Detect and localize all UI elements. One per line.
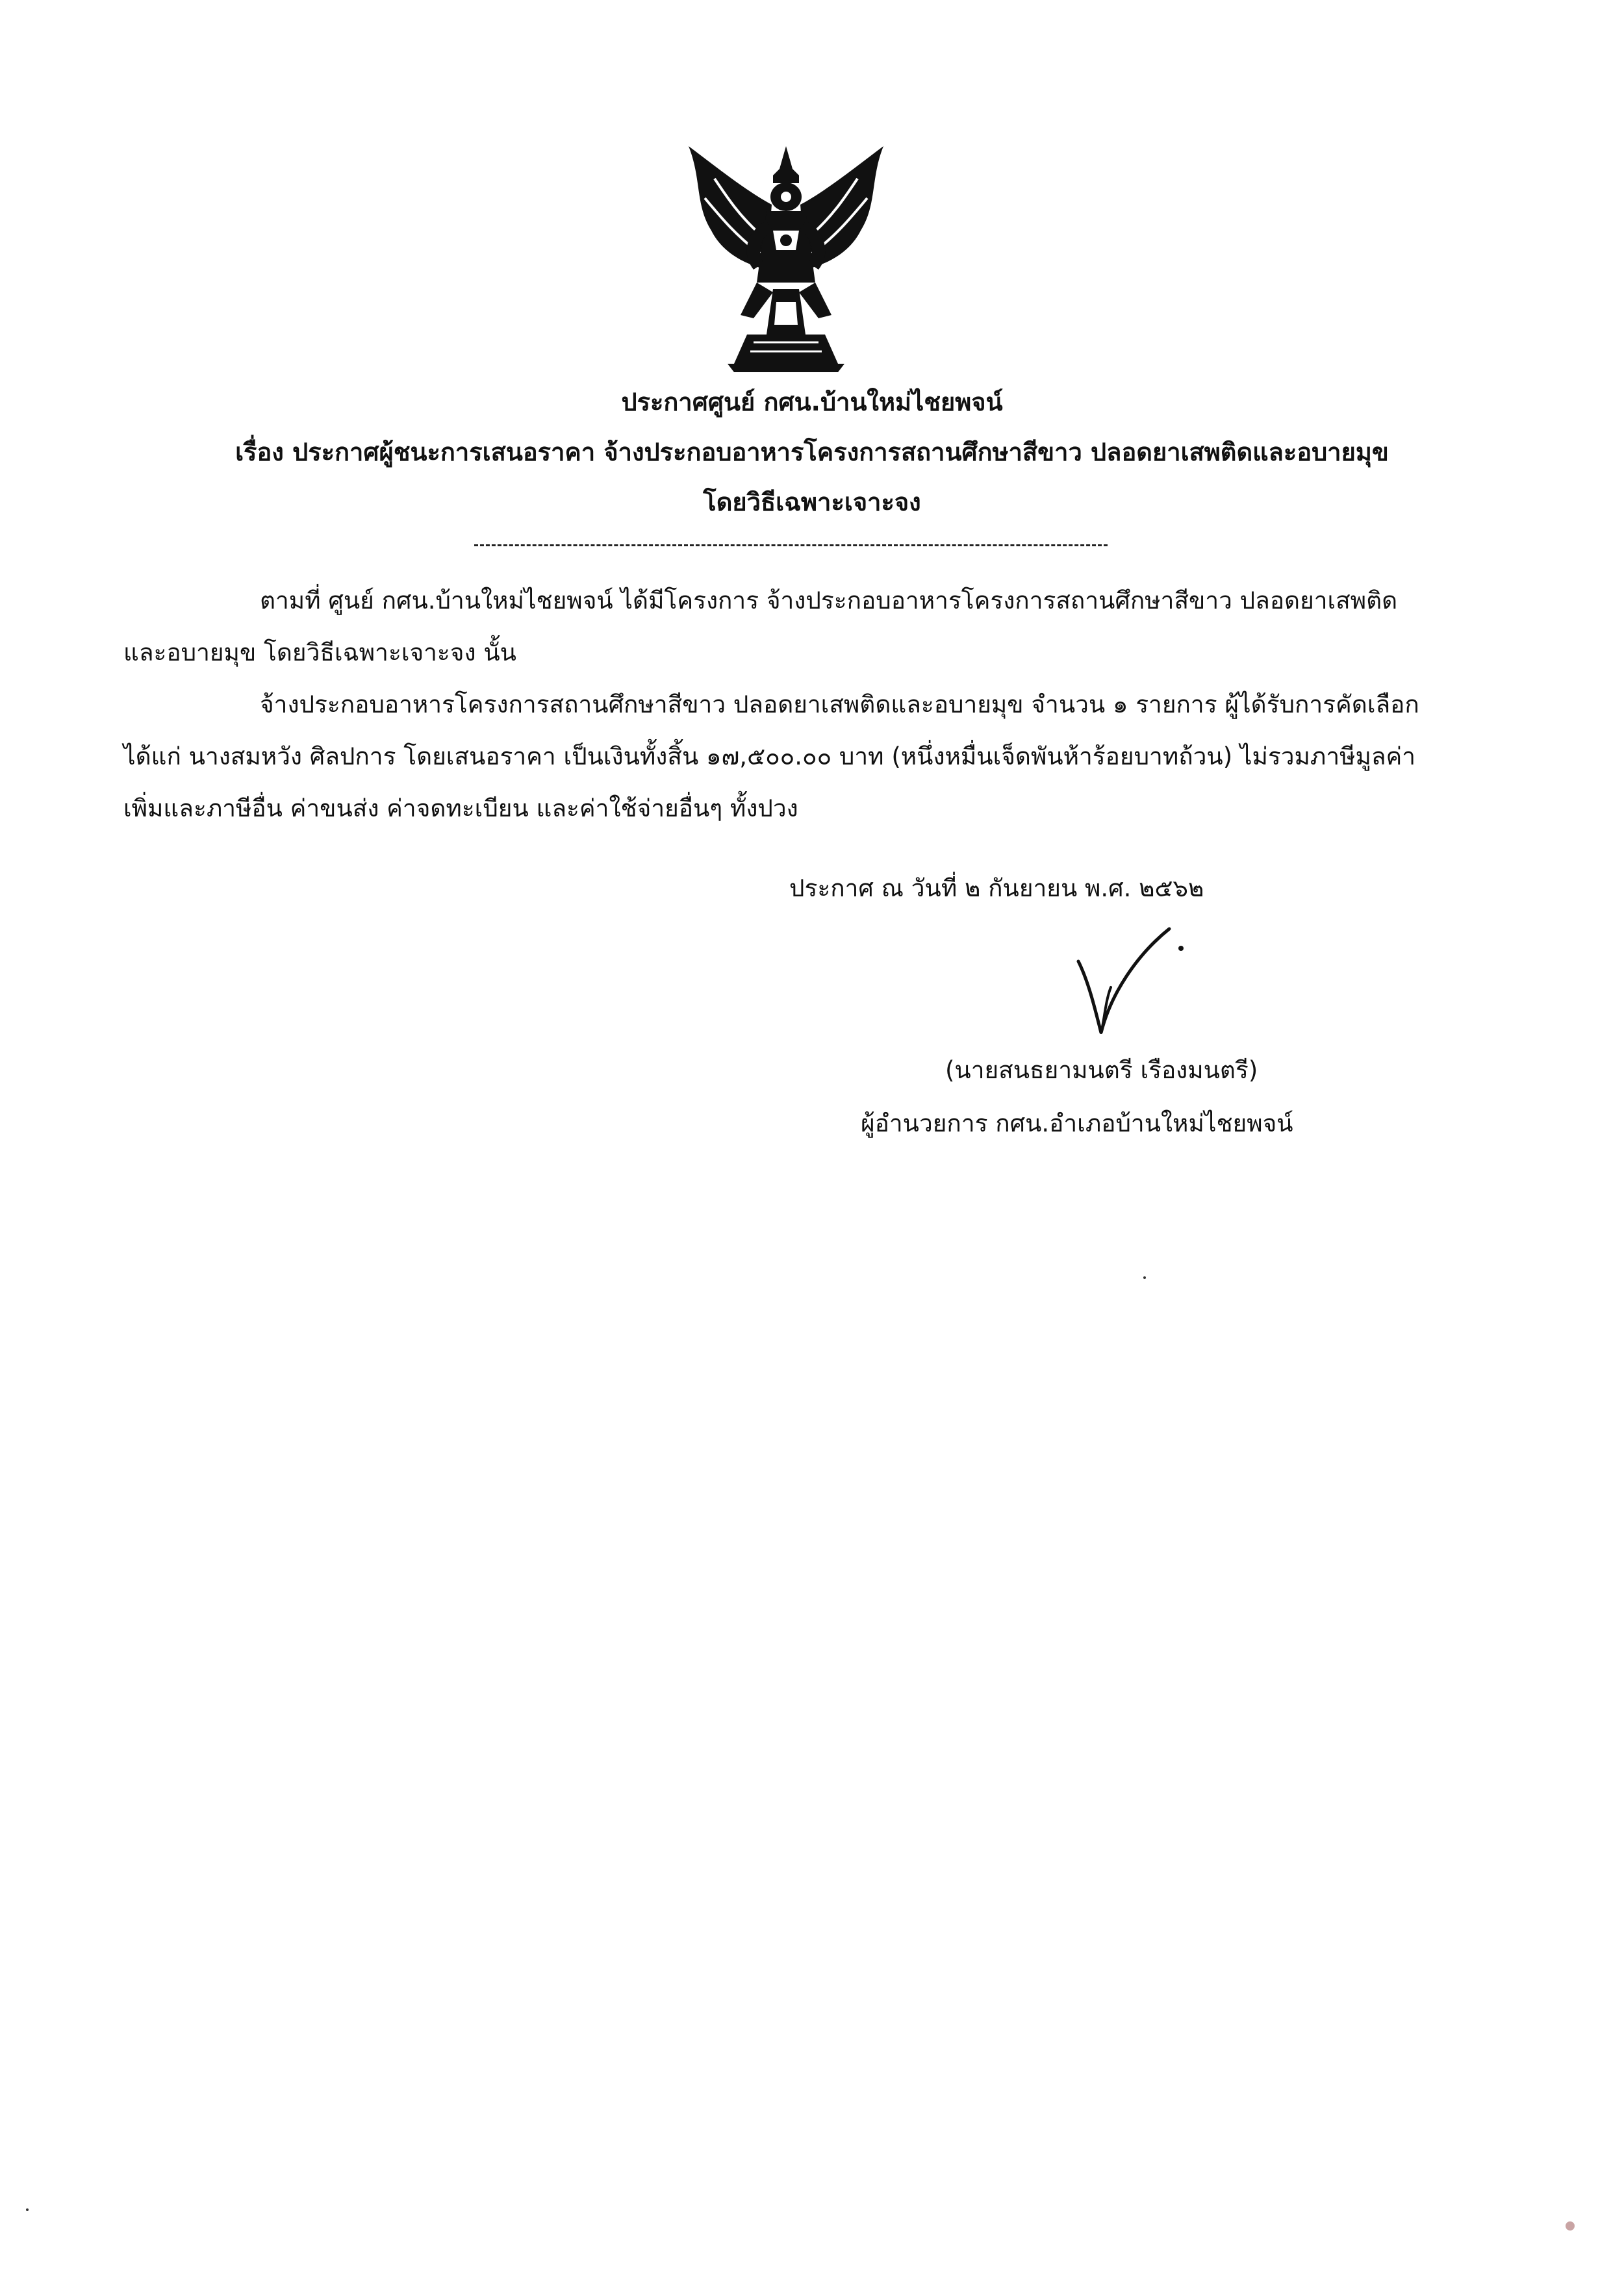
announcement-subject: เรื่อง ประกาศผู้ชนะการเสนอราคา จ้างประกอบอาหารโครงการสถานศึกษาสีขาว ปลอดยาเสพติดและอบายมุข (235, 438, 1389, 466)
scan-speck (1566, 2221, 1575, 2231)
handwritten-signature-icon (1065, 922, 1195, 1039)
paragraph-1-text: ตามที่ ศูนย์ กศน.บ้านใหม่ไชยพจน์ ได้มีโครงการ จ้างประกอบอาหารโครงการสถานศึกษาสีขาว ปลอดยาเสพติดและอบายมุข โดยวิธีเฉพาะเจาะจง นั้น (123, 587, 1398, 666)
garuda-emblem-icon (676, 140, 896, 373)
paragraph-2-text: จ้างประกอบอาหารโครงการสถานศึกษาสีขาว ปลอดยาเสพติดและอบายมุข จำนวน ๑ รายการ ผู้ได้รับการคัดเลือก ได้แก่ นางสมหวัง ศิลปการ โดยเสนอราคา เป็นเงินทั้งสิ้น ๑๗,๕๐๐.๐๐ บาท (หนึ่งหมื่นเจ็ดพันห้าร้อยบาทถ้วน) ไม่รวมภาษีมูลค่าเพิ่มและภาษีอื่น ค่าขนส่ง ค่าจดทะเบียน และค่าใช้จ่ายอื่นๆ ทั้งปวง (123, 690, 1419, 822)
signer-name: (นายสนธยามนตรี เรืองมนตรี) (945, 1056, 1258, 1084)
signer-position: ผู้อำนวยการ กศน.อำเภอบ้านใหม่ไชยพจน์ (861, 1109, 1293, 1137)
scan-speck (26, 2208, 29, 2211)
body-paragraph-2 (123, 679, 1423, 835)
announcement-title: ประกาศศูนย์ กศน.บ้านใหม่ไชยพจน์ (621, 388, 1003, 416)
title-divider (474, 544, 1108, 546)
scan-speck (1143, 1276, 1146, 1279)
announcement-method: โดยวิธีเฉพาะเจาะจง (703, 488, 921, 516)
announcement-date: ประกาศ ณ วันที่ ๒ กันยายน พ.ศ. ๒๕๖๒ (789, 874, 1204, 902)
body-paragraph-1 (123, 575, 1423, 679)
